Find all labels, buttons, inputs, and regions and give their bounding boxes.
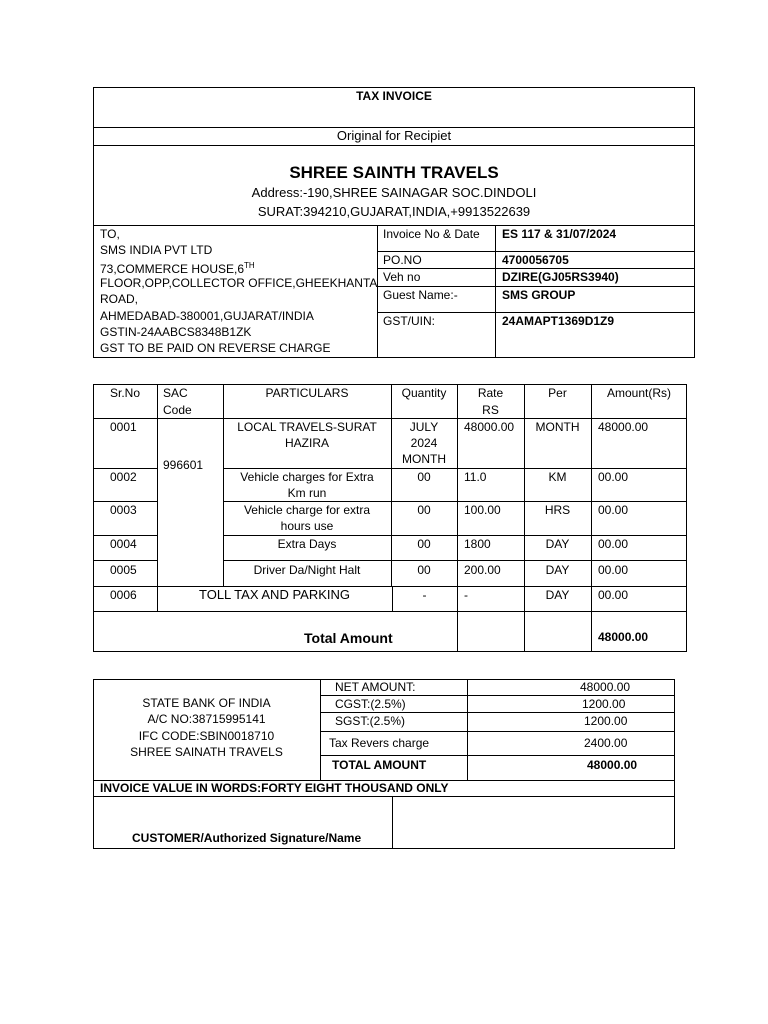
row-per: DAY [545, 588, 570, 602]
summary-value: 2400.00 [584, 736, 628, 750]
summary-label: SGST:(2.5%) [335, 714, 406, 728]
company-name: SHREE SAINTH TRAVELS [289, 163, 499, 182]
summary-value: 48000.00 [580, 680, 631, 694]
recipient-address-3: ROAD, [100, 292, 139, 306]
copy-label: Original for Recipiet [336, 128, 452, 143]
row-quantity-2: 2024 [410, 436, 438, 450]
row-rate: - [464, 588, 468, 602]
row-amount: 00.00 [598, 503, 629, 517]
row-srno: 0006 [110, 588, 137, 602]
recipient-address-1: 73,COMMERCE HOUSE,6TH [100, 261, 255, 276]
total-amount-value: 48000.00 [598, 630, 649, 644]
signature-label: CUSTOMER/Authorized Signature/Name [132, 831, 362, 845]
invoice-info-label: Invoice No & Date [383, 227, 480, 241]
bank-account: A/C NO:38715995141 [147, 712, 266, 726]
summary-total-value: 48000.00 [587, 758, 638, 772]
row-per: DAY [545, 563, 570, 577]
row-amount: 00.00 [598, 470, 629, 484]
row-rate: 200.00 [464, 563, 501, 577]
company-contact: SURAT:394210,GUJARAT,INDIA,+9913522639 [257, 204, 531, 219]
invoice-value-in-words: INVOICE VALUE IN WORDS:FORTY EIGHT THOUSAND ONLY [100, 781, 449, 795]
summary-label: CGST:(2.5%) [335, 697, 406, 711]
column-header-sac: SAC [163, 386, 188, 400]
column-header-particulars: PARTICULARS [265, 386, 349, 400]
bank-name: STATE BANK OF INDIA [142, 696, 271, 710]
row-particulars: Vehicle charges for Extra [240, 470, 374, 484]
row-srno: 0005 [110, 563, 137, 577]
row-srno: 0002 [110, 470, 137, 484]
row-quantity: 00 [417, 537, 431, 551]
invoice-info-value: DZIRE(GJ05RS3940) [502, 270, 619, 284]
row-particulars: Extra Days [277, 537, 337, 551]
column-header-rate: Rate [477, 386, 504, 400]
summary-value: 1200.00 [584, 714, 628, 728]
row-quantity: 00 [417, 563, 431, 577]
row-quantity: 00 [417, 470, 431, 484]
invoice-info-label: GST/UIN: [383, 314, 436, 328]
invoice-info-label: Guest Name:- [383, 288, 458, 302]
row-amount: 00.00 [598, 588, 629, 602]
row-particulars: TOLL TAX AND PARKING [199, 587, 350, 602]
row-particulars-2: Km run [287, 486, 327, 500]
row-particulars-2: hours use [280, 519, 334, 533]
column-header-quantity: Quantity [401, 386, 447, 400]
column-header-per: Per [548, 386, 567, 400]
column-header-rate-unit: RS [482, 403, 499, 417]
row-rate: 48000.00 [464, 420, 515, 434]
signature-area[interactable] [393, 797, 674, 848]
invoice-info-value: 4700056705 [502, 253, 569, 267]
recipient-name: SMS INDIA PVT LTD [100, 243, 213, 257]
row-srno: 0004 [110, 537, 137, 551]
row-quantity-3: MONTH [402, 452, 446, 466]
recipient-gstin: GSTIN-24AABCS8348B1ZK [100, 325, 252, 339]
document-title: TAX INVOICE [356, 89, 432, 103]
row-per: KM [548, 470, 567, 484]
bank-ifsc: IFC CODE:SBIN0018710 [138, 729, 275, 743]
summary-total-label: TOTAL AMOUNT [332, 758, 427, 772]
invoice-info-label: PO.NO [383, 253, 422, 267]
reverse-charge-note: GST TO BE PAID ON REVERSE CHARGE [100, 341, 331, 355]
summary-label: NET AMOUNT: [335, 680, 416, 694]
row-rate: 1800 [464, 537, 491, 551]
row-amount: 48000.00 [598, 420, 649, 434]
row-per: HRS [544, 503, 571, 517]
row-amount: 00.00 [598, 537, 629, 551]
column-header-srno: Sr.No [110, 386, 141, 400]
total-amount-label: Total Amount [304, 630, 393, 646]
row-particulars-2: HAZIRA [284, 436, 329, 450]
row-amount: 00.00 [598, 563, 629, 577]
company-address: Address:-190,SHREE SAINAGAR SOC.DINDOLI [251, 185, 537, 200]
row-per: DAY [545, 537, 570, 551]
summary-label: Tax Revers charge [329, 736, 430, 750]
recipient-address-2: FLOOR,OPP,COLLECTOR OFFICE,GHEEKHANTA [100, 276, 378, 290]
row-particulars: LOCAL TRAVELS-SURAT [237, 420, 377, 434]
row-particulars: Driver Da/Night Halt [253, 563, 361, 577]
row-quantity: 00 [417, 503, 431, 517]
row-quantity: - [422, 588, 427, 602]
row-rate: 100.00 [464, 503, 501, 517]
sac-code: 996601 [163, 458, 204, 472]
row-srno: 0003 [110, 503, 137, 517]
invoice-info-value: SMS GROUP [502, 288, 576, 302]
row-quantity: JULY [409, 420, 439, 434]
row-per: MONTH [535, 420, 580, 434]
invoice-info-value: 24AMAPT1369D1Z9 [502, 314, 615, 328]
recipient-address-4: AHMEDABAD-380001,GUJARAT/INDIA [100, 309, 314, 323]
invoice-info-label: Veh no [383, 270, 421, 284]
column-header-sac-code: Code [163, 403, 192, 417]
summary-value: 1200.00 [582, 697, 626, 711]
column-header-amount: Amount(Rs) [606, 386, 671, 400]
bank-account-holder: SHREE SAINATH TRAVELS [130, 745, 283, 759]
invoice-info-value: ES 117 & 31/07/2024 [502, 227, 617, 241]
row-particulars: Vehicle charge for extra [243, 503, 371, 517]
row-rate: 11.0 [464, 470, 487, 484]
recipient-to: TO, [100, 227, 120, 241]
row-srno: 0001 [110, 420, 137, 434]
